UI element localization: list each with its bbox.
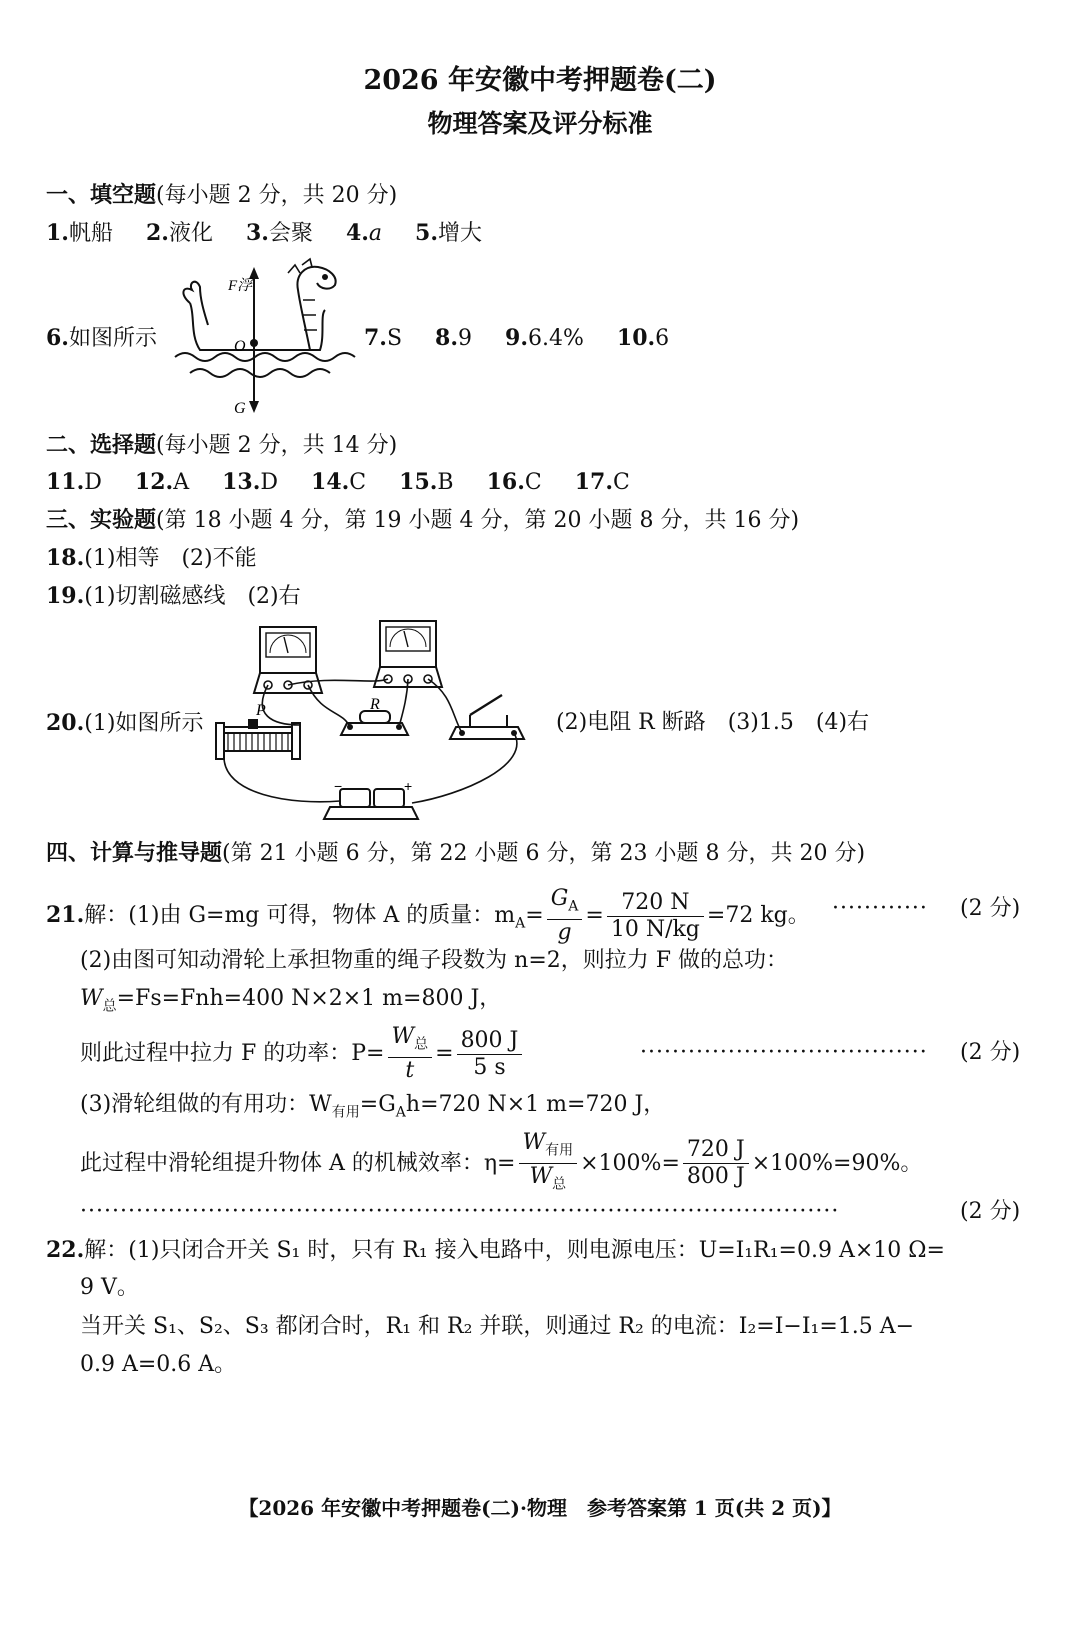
q6-text: 6.如图所示	[46, 325, 157, 351]
page-title: 2026 年安徽中考押题卷(二)	[363, 65, 717, 96]
q22-line2: 9 V。	[80, 1275, 139, 1300]
section4-heading: 四、计算与推导题(第 21 小题 6 分，第 22 小题 6 分，第 23 小题 8 分，共 20 分)	[46, 840, 866, 866]
page-footer: 【2026 年安徽中考押题卷(二)·物理 参考答案第 1 页(共 2 页)】	[238, 1496, 842, 1520]
section1-answers-row1: 1.帆船 2.液化 3.会聚 4.a 5.增大	[46, 220, 483, 246]
dragon-boat-figure	[170, 255, 360, 420]
page-subtitle: 物理答案及评分标准	[427, 109, 653, 138]
q21-score-1: (2 分)	[960, 896, 1021, 921]
ammeter-icon	[374, 621, 442, 687]
q21-dots-1: ············	[832, 896, 928, 921]
battery-plus-label: +	[404, 778, 413, 794]
q21-score-3: (2 分)	[960, 1199, 1021, 1224]
buoyancy-label: F浮	[228, 278, 253, 294]
section1-answers-row2: 7.S 8.9 9.6.4% 10.6	[364, 325, 670, 351]
q21-part2-line2: $W_总=Fs=Fnh=400$ N×2×1 m=800 J，	[80, 986, 502, 1015]
q21-part2-line3: 则此过程中拉力 F 的功率：P= $\frac{W_总}{t}$ = $\frac{800 J}{5 s}$	[80, 1024, 525, 1084]
battery-icon	[324, 778, 418, 819]
gravity-label: G	[234, 400, 246, 417]
resistor-label: R	[370, 696, 380, 713]
q21-part3-line1: (3)滑轮组做的有用功：$W_{有用}=G_Ah=720$ N×1 m=720 J，	[80, 1092, 666, 1121]
center-label: O	[234, 338, 246, 355]
section2-heading: 二、选择题(每小题 2 分，共 14 分)	[46, 432, 398, 458]
q21-score-2: (2 分)	[960, 1040, 1021, 1065]
q20-left: 20.(1)如图所示	[46, 710, 204, 736]
battery-minus-label: −	[334, 778, 343, 794]
q19: 19.(1)切割磁感线 (2)右	[46, 583, 301, 609]
q22-line3: 当开关 S₁、S₂、S₃ 都闭合时，R₁ 和 R₂ 并联，则通过 R₂ 的电流：I₂=I−I₁=1.5 A−	[80, 1314, 915, 1339]
rheostat-label: P	[256, 702, 266, 719]
q21-dots-2: ····································	[640, 1040, 928, 1065]
section1-heading: 一、填空题(每小题 2 分，共 20 分)	[46, 182, 398, 208]
q20-right: (2)电阻 R 断路 (3)1.5 (4)右	[556, 710, 870, 735]
q21-part1: 21.解：(1)由 G=mg 可得，物体 A 的质量：$m_A=$ $\frac{G_A}{g}$ = $\frac{720 N}{10 N/kg}$ =72 kg。	[46, 886, 810, 946]
q21-part2-line1: (2)由图可知动滑轮上承担物重的绳子段数为 n=2，则拉力 F 做的总功：	[80, 948, 789, 973]
q21-part3-line2: 此过程中滑轮组提升物体 A 的机械效率：η= $\frac{W_{有用}}{W_总}$ ×100%= $\frac{720 J}{800 J}$ ×100%=90%。	[80, 1130, 923, 1193]
circuit-figure	[212, 615, 537, 830]
q22-line1: 22.解：(1)只闭合开关 S₁ 时，只有 R₁ 接入电路中，则电源电压：U=I₁R₁=0.9 A×10 Ω=	[46, 1237, 945, 1263]
rheostat-icon	[216, 702, 300, 759]
section3-heading: 三、实验题(第 18 小题 4 分，第 19 小题 4 分，第 20 小题 8 分，共 16 分)	[46, 507, 800, 533]
q18: 18.(1)相等 (2)不能	[46, 545, 257, 571]
section2-answers: 11.D 12.A 13.D 14.C 15.B 16.C 17.C	[46, 469, 630, 495]
voltmeter-icon	[254, 627, 322, 693]
resistor-icon	[341, 696, 408, 735]
q21-dots-3: ·······························································································	[80, 1199, 840, 1224]
q22-line4: 0.9 A=0.6 A。	[80, 1352, 237, 1377]
